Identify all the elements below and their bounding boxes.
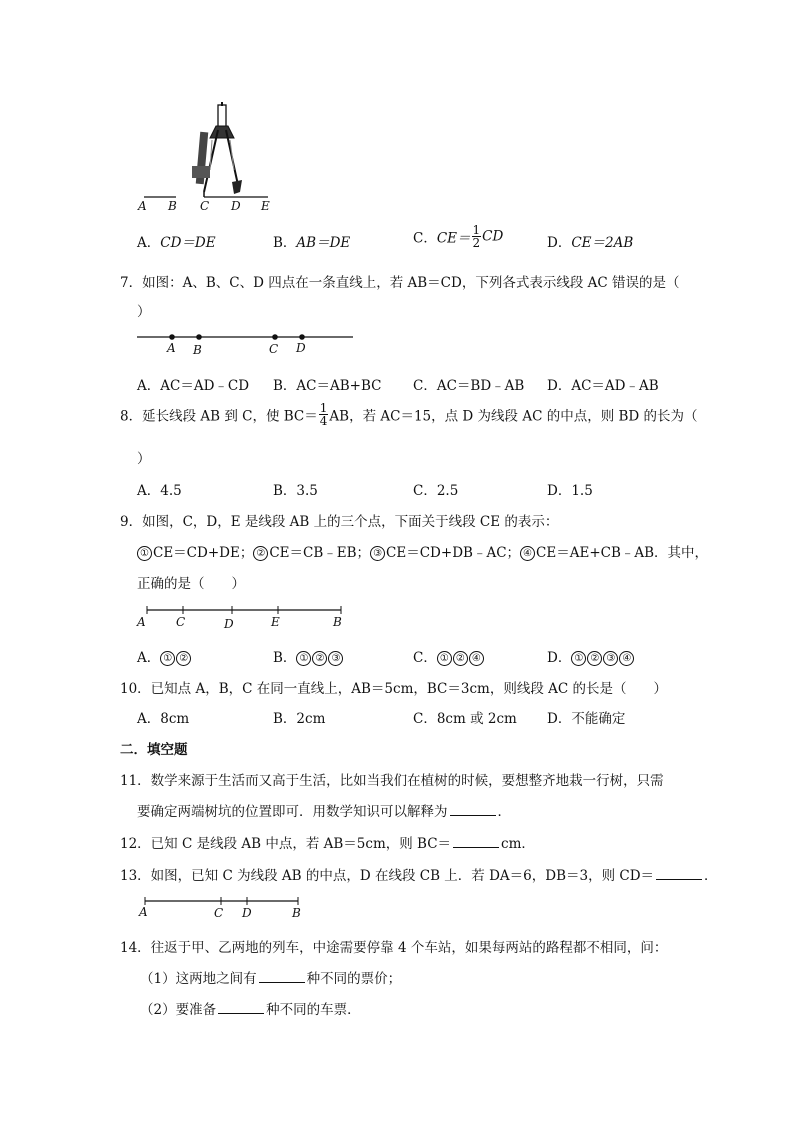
q9-statements: ① CE＝CD+DE； ② CE＝CB﹣EB； ③ CE＝CD+DB﹣AC； ④ CE＝AE+CB﹣AB．其中， (137, 541, 708, 561)
q14-part-1: （1）这两地之间有 种不同的票价； (140, 971, 402, 987)
q6-option-d: D．CE＝2AB (547, 235, 634, 251)
q9-option-c: C． ① ② ④ (413, 646, 485, 666)
q7-label-D: D (296, 341, 306, 355)
q13-label-B: B (292, 906, 301, 920)
q11-answer-blank[interactable] (450, 802, 496, 816)
q7-stem: 7．如图：A、B、C、D 四点在一条直线上，若 AB＝CD，下列各式表示线段 AC 错误的是（ (120, 275, 680, 291)
q9-stem-cont: 正确的是（ ） (137, 576, 245, 592)
q13-label-A: A (139, 905, 148, 919)
q7-label-C: C (269, 342, 279, 356)
q13-figure (135, 893, 310, 921)
compass-figure (130, 100, 280, 215)
q8-stem: 8．延长线段 AB 到 C，使 BC＝ $\frac{1}{4}$ AB，若 AC＝15，点 D 为线段 AC 的中点，则 BD 的长为（ (120, 401, 698, 428)
q9-label-E: E (271, 615, 280, 629)
q14-part-2: （2）要准备 种不同的车票． (140, 1002, 361, 1018)
q10-option-b: B．2cm (273, 711, 326, 727)
label-C: C (200, 199, 210, 213)
q10-option-d: D．不能确定 (547, 711, 626, 727)
label-A: A (138, 199, 147, 213)
q11-stem-cont: 要确定两端树坑的位置即可．用数学知识可以解释为 ． (137, 804, 511, 820)
q14-part1-blank[interactable] (259, 969, 305, 983)
q7-label-A: A (167, 341, 176, 355)
q10-option-c: C．8cm 或 2cm (413, 711, 517, 727)
q12-stem: 12．已知 C 是线段 AB 中点，若 AB＝5cm，则 BC＝ cm． (120, 836, 535, 852)
q6-option-a: A．CD＝DE (137, 235, 216, 251)
q10-stem: 10．已知点 A，B，C 在同一直线上，AB＝5cm，BC＝3cm，则线段 AC 的长是（ ） (120, 681, 667, 697)
compass-icon (192, 102, 242, 197)
q6-option-b: B．AB＝DE (273, 235, 351, 251)
q9-figure (135, 603, 350, 631)
q9-label-B: B (333, 615, 342, 629)
q14-part2-blank[interactable] (218, 1000, 264, 1014)
q9-option-d: D． ① ② ③ ④ (547, 646, 635, 666)
q13-answer-blank[interactable] (656, 866, 702, 880)
label-D: D (231, 199, 241, 213)
q9-option-a: A． ① ② (137, 646, 192, 666)
q7-option-b: B．AC＝AB+BC (273, 378, 382, 394)
q8-option-d: D．1.5 (547, 483, 593, 499)
q9-option-b: B． ① ② ③ (273, 646, 344, 666)
q8-option-b: B．3.5 (273, 483, 318, 499)
q13-stem: 13．如图，已知 C 为线段 AB 的中点，D 在线段 CB 上．若 DA＝6，DB＝3，则 CD＝ ． (120, 868, 718, 884)
q7-label-B: B (193, 343, 202, 357)
q9-label-A: A (137, 615, 146, 629)
q9-stem: 9．如图，C，D，E 是线段 AB 上的三个点，下面关于线段 CE 的表示： (120, 514, 559, 530)
q7-option-a: A．AC＝AD﹣CD (137, 378, 250, 394)
q8-stem-cont: ） (137, 451, 151, 467)
section-title-fill-in: 二．填空题 (120, 742, 188, 758)
q6-option-c: C．CE＝ $\frac{1}{2}$ CD (413, 223, 504, 250)
label-E: E (261, 199, 270, 213)
q13-label-C: C (214, 906, 224, 920)
q9-label-C: C (176, 615, 186, 629)
q9-label-D: D (224, 617, 234, 631)
q10-option-a: A．8cm (137, 711, 190, 727)
q7-stem-cont: ） (137, 304, 151, 320)
q8-option-c: C．2.5 (413, 483, 459, 499)
q14-stem: 14．往返于甲、乙两地的列车，中途需要停靠 4 个车站，如果每两站的路程都不相同，问： (120, 940, 668, 956)
q7-figure (135, 328, 360, 358)
q11-stem: 11．数学来源于生活而又高于生活，比如当我们在植树的时候，要想整齐地栽一行树，只需 (120, 773, 664, 789)
q7-option-c: C．AC＝BD﹣AB (413, 378, 525, 394)
q13-label-D: D (242, 906, 252, 920)
label-B: B (168, 199, 177, 213)
q8-option-a: A．4.5 (137, 483, 182, 499)
q7-option-d: D．AC＝AD﹣AB (547, 378, 659, 394)
q12-answer-blank[interactable] (453, 834, 499, 848)
